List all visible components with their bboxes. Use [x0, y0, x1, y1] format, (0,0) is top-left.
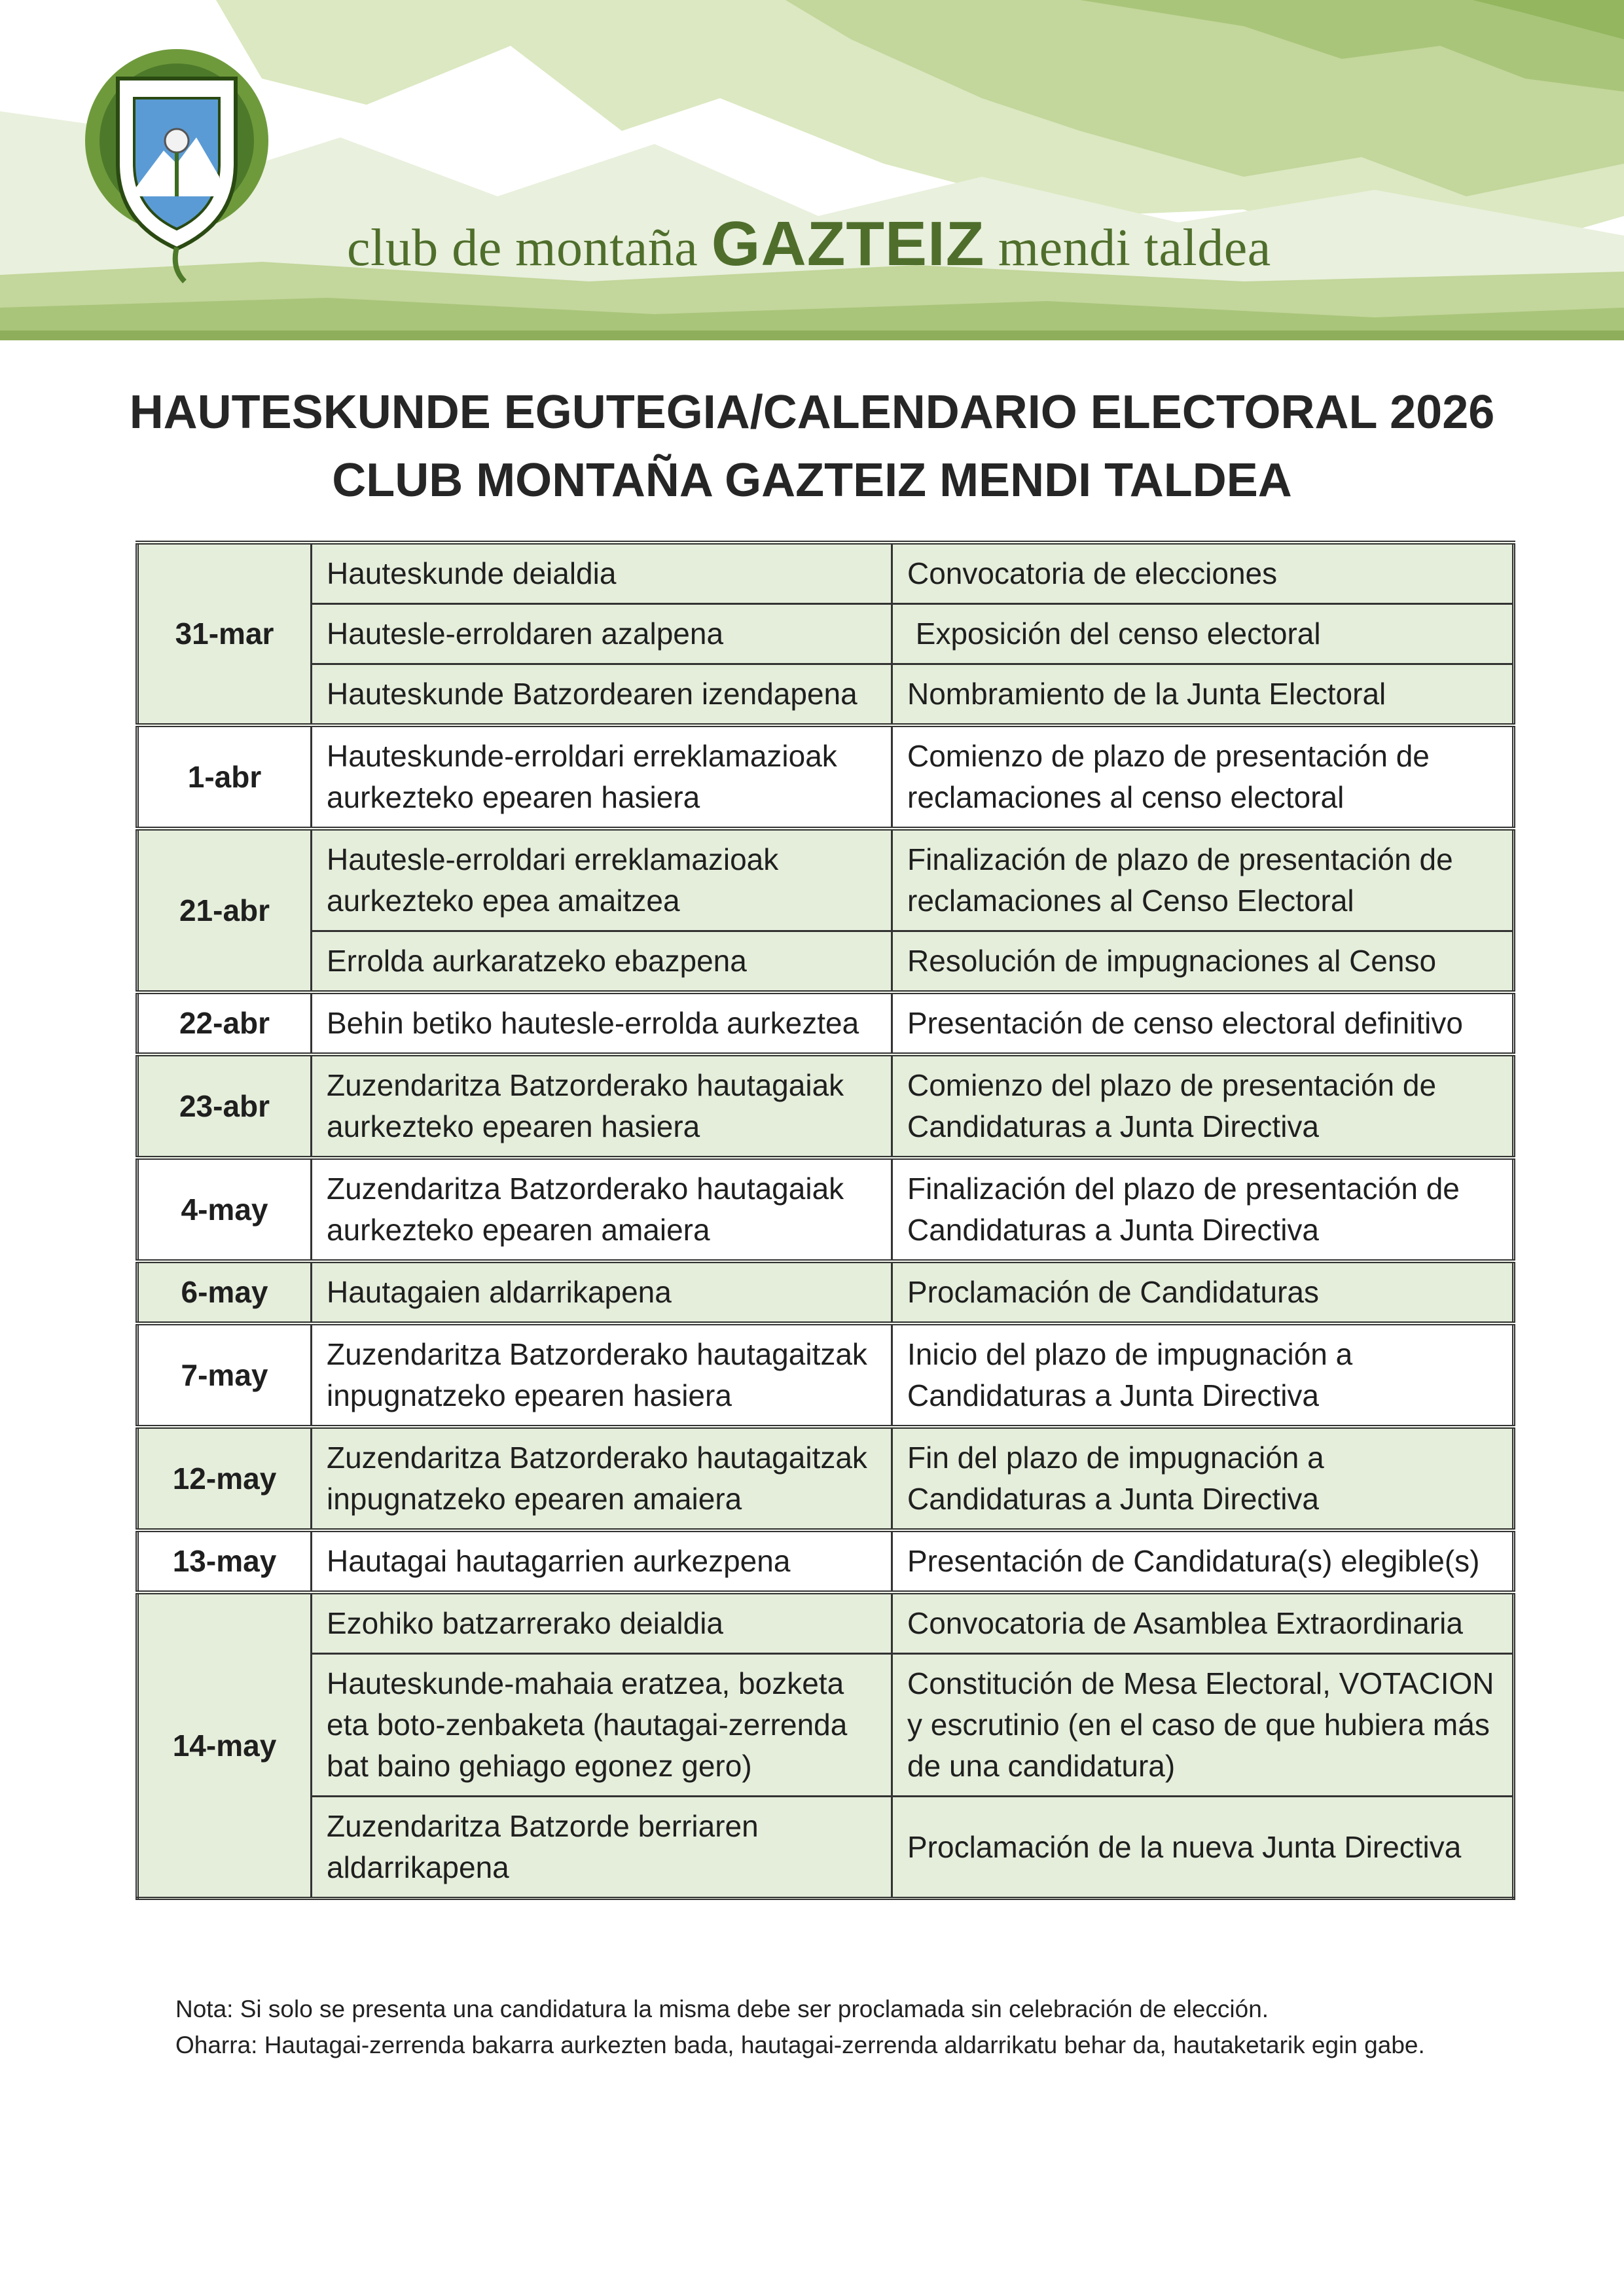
- notes: [175, 1991, 1490, 2063]
- table-row: [137, 1427, 1514, 1530]
- basque-event-cell: Zuzendaritza Batzorderako hautagaiak aurkezteko epearen hasiera: [312, 1054, 892, 1158]
- table-row: [137, 1530, 1514, 1592]
- date-group: [137, 1592, 1514, 1899]
- table-row: [137, 1054, 1514, 1158]
- basque-event-cell: Behin betiko hautesle-errolda aurkeztea: [312, 992, 892, 1054]
- table-row: [137, 992, 1514, 1054]
- note-spanish: Nota: Si solo se presenta una candidatura la misma debe ser proclamada sin celebración de elección.: [175, 1996, 1269, 2022]
- spanish-event-cell: Comienzo del plazo de presentación de Candidaturas a Junta Directiva: [892, 1054, 1514, 1158]
- electoral-calendar-table: [135, 541, 1515, 1900]
- page-header: [0, 0, 1624, 340]
- spanish-event-cell: Fin del plazo de impugnación a Candidaturas a Junta Directiva: [892, 1427, 1514, 1530]
- spanish-event-cell: Convocatoria de Asamblea Extraordinaria: [892, 1592, 1514, 1654]
- basque-event-cell: Hautagaien aldarrikapena: [312, 1261, 892, 1323]
- spanish-event-cell: Presentación de censo electoral definitivo: [892, 992, 1514, 1054]
- table-row: [137, 1323, 1514, 1427]
- table-row: [137, 1592, 1514, 1654]
- table-row: [137, 725, 1514, 829]
- date-cell: 23-abr: [137, 1054, 312, 1158]
- date-cell: 7-may: [137, 1323, 312, 1427]
- date-group: [137, 543, 1514, 725]
- date-cell: 31-mar: [137, 543, 312, 725]
- spanish-event-cell: Exposición del censo electoral: [892, 604, 1514, 664]
- basque-event-cell: Hautesle-erroldaren azalpena: [312, 604, 892, 664]
- spanish-event-cell: Finalización de plazo de presentación de reclamaciones al Censo Electoral: [892, 829, 1514, 931]
- basque-event-cell: Zuzendaritza Batzorderako hautagaiak aurkezteko epearen amaiera: [312, 1158, 892, 1261]
- basque-event-cell: Zuzendaritza Batzorderako hautagaitzak inpugnatzeko epearen hasiera: [312, 1323, 892, 1427]
- table-row: [137, 1654, 1514, 1797]
- page-title: [0, 378, 1624, 514]
- date-cell: 13-may: [137, 1530, 312, 1592]
- date-group: [137, 829, 1514, 992]
- date-cell: 14-may: [137, 1592, 312, 1899]
- spanish-event-cell: Nombramiento de la Junta Electoral: [892, 664, 1514, 726]
- basque-event-cell: Zuzendaritza Batzorde berriaren aldarrikapena: [312, 1797, 892, 1899]
- spanish-event-cell: Constitución de Mesa Electoral, VOTACION y escrutinio (en el caso de que hubiera más de una candidatura): [892, 1654, 1514, 1797]
- basque-event-cell: Errolda aurkaratzeko ebazpena: [312, 931, 892, 993]
- date-cell: 1-abr: [137, 725, 312, 829]
- note-basque: Oharra: Hautagai-zerrenda bakarra aurkezten bada, hautagai-zerrenda aldarrikatu behar da, hautaketarik egin gabe.: [175, 2032, 1425, 2058]
- table-row: [137, 1261, 1514, 1323]
- title-line-1: HAUTESKUNDE EGUTEGIA/CALENDARIO ELECTORAL 2026: [129, 386, 1495, 439]
- spanish-event-cell: Proclamación de la nueva Junta Directiva: [892, 1797, 1514, 1899]
- spanish-event-cell: Convocatoria de elecciones: [892, 543, 1514, 604]
- mountain-banner: [0, 0, 1624, 340]
- date-group: [137, 1158, 1514, 1261]
- date-group: [137, 725, 1514, 829]
- basque-event-cell: Hautagai hautagarrien aurkezpena: [312, 1530, 892, 1592]
- date-group: [137, 992, 1514, 1054]
- spanish-event-cell: Comienzo de plazo de presentación de reclamaciones al censo electoral: [892, 725, 1514, 829]
- date-cell: 6-may: [137, 1261, 312, 1323]
- date-cell: 4-may: [137, 1158, 312, 1261]
- table-row: [137, 664, 1514, 726]
- table-row: [137, 604, 1514, 664]
- spanish-event-cell: Inicio del plazo de impugnación a Candidaturas a Junta Directiva: [892, 1323, 1514, 1427]
- club-brand-name: [347, 208, 1342, 280]
- date-group: [137, 1261, 1514, 1323]
- basque-event-cell: Hauteskunde-mahaia eratzea, bozketa eta boto-zenbaketa (hautagai-zerrenda bat baino gehiago egonez gero): [312, 1654, 892, 1797]
- date-group: [137, 1427, 1514, 1530]
- brand-prefix: club de montaña: [347, 219, 698, 277]
- title-line-2: CLUB MONTAÑA GAZTEIZ MENDI TALDEA: [332, 454, 1292, 507]
- spanish-event-cell: Resolución de impugnaciones al Censo: [892, 931, 1514, 993]
- table-row: [137, 1797, 1514, 1899]
- spanish-event-cell: Proclamación de Candidaturas: [892, 1261, 1514, 1323]
- basque-event-cell: Ezohiko batzarrerako deialdia: [312, 1592, 892, 1654]
- spanish-event-cell: Presentación de Candidatura(s) elegible(s): [892, 1530, 1514, 1592]
- table-row: [137, 931, 1514, 993]
- date-group: [137, 1323, 1514, 1427]
- date-cell: 21-abr: [137, 829, 312, 992]
- basque-event-cell: Hautesle-erroldari erreklamazioak aurkezteko epea amaitzea: [312, 829, 892, 931]
- brand-suffix: mendi taldea: [998, 219, 1271, 277]
- table-row: [137, 1158, 1514, 1261]
- basque-event-cell: Hauteskunde Batzordearen izendapena: [312, 664, 892, 726]
- table-row: [137, 829, 1514, 931]
- date-group: [137, 1530, 1514, 1592]
- date-cell: 12-may: [137, 1427, 312, 1530]
- basque-event-cell: Zuzendaritza Batzorderako hautagaitzak inpugnatzeko epearen amaiera: [312, 1427, 892, 1530]
- table-row: [137, 543, 1514, 604]
- spanish-event-cell: Finalización del plazo de presentación de Candidaturas a Junta Directiva: [892, 1158, 1514, 1261]
- basque-event-cell: Hauteskunde-erroldari erreklamazioak aurkezteko epearen hasiera: [312, 725, 892, 829]
- basque-event-cell: Hauteskunde deialdia: [312, 543, 892, 604]
- brand-main: GAZTEIZ: [711, 209, 985, 279]
- date-cell: 22-abr: [137, 992, 312, 1054]
- date-group: [137, 1054, 1514, 1158]
